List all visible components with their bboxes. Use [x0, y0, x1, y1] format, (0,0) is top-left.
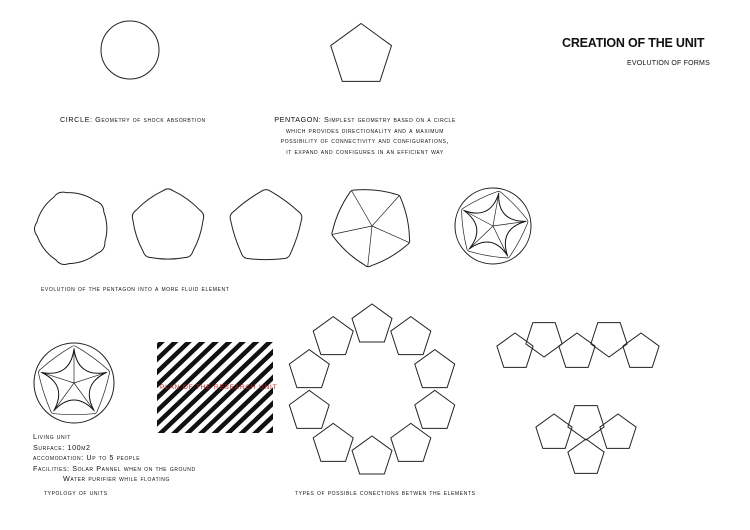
- pentagon-shape: [331, 24, 392, 82]
- unit-info-line: Living unit: [33, 432, 71, 441]
- pentagon-cluster-configuration: [536, 406, 636, 474]
- evolution-shape-2: [132, 189, 203, 259]
- unit-info-line: Water purifier while floating: [63, 474, 170, 483]
- pentagon-caption: [255, 115, 475, 157]
- evolution-shape-4: [332, 190, 410, 267]
- page-subtitle: EVOLUTION OF FORMS: [627, 60, 710, 67]
- unit-info-line: accomodation: Up to 5 people: [33, 453, 141, 462]
- circle-shape: [101, 21, 159, 79]
- evolution-caption: evolution of the pentagon into a more fluid element: [41, 284, 230, 293]
- living-unit-shape: [34, 343, 114, 423]
- unit-info-line: Facilities: Solar Pannel when on the ground: [33, 463, 196, 473]
- pentagon-caption-line: it expand and configures in an efficient way: [286, 146, 444, 156]
- evolution-shape-3: [230, 190, 302, 260]
- page-title: CREATION OF THE UNIT: [562, 36, 705, 50]
- pentagon-chain-configuration: [497, 323, 659, 368]
- unit-info-line: Surface: 100m2: [33, 442, 91, 452]
- typology-caption: typology of units: [44, 488, 108, 497]
- pentagon-caption-line: possibility of connectivity and configurations,: [280, 136, 450, 145]
- connections-caption: types of possible conections betwen the elements: [295, 488, 476, 497]
- evolution-shape-5: [455, 188, 531, 264]
- plan-label: PLAN OF THE RESEARCH UNIT: [160, 384, 278, 391]
- pentagon-caption-line: which provides directionality and a maximum: [285, 125, 445, 135]
- circle-caption: CIRCLE: Geometry of shock absorbtion: [60, 115, 206, 124]
- evolution-shape-1: [34, 192, 106, 264]
- unit-info: [33, 432, 196, 485]
- pentagon-caption-line: PENTAGON: Simplest geometry based on a circle: [274, 115, 456, 124]
- pentagon-ring-configuration: [289, 304, 454, 474]
